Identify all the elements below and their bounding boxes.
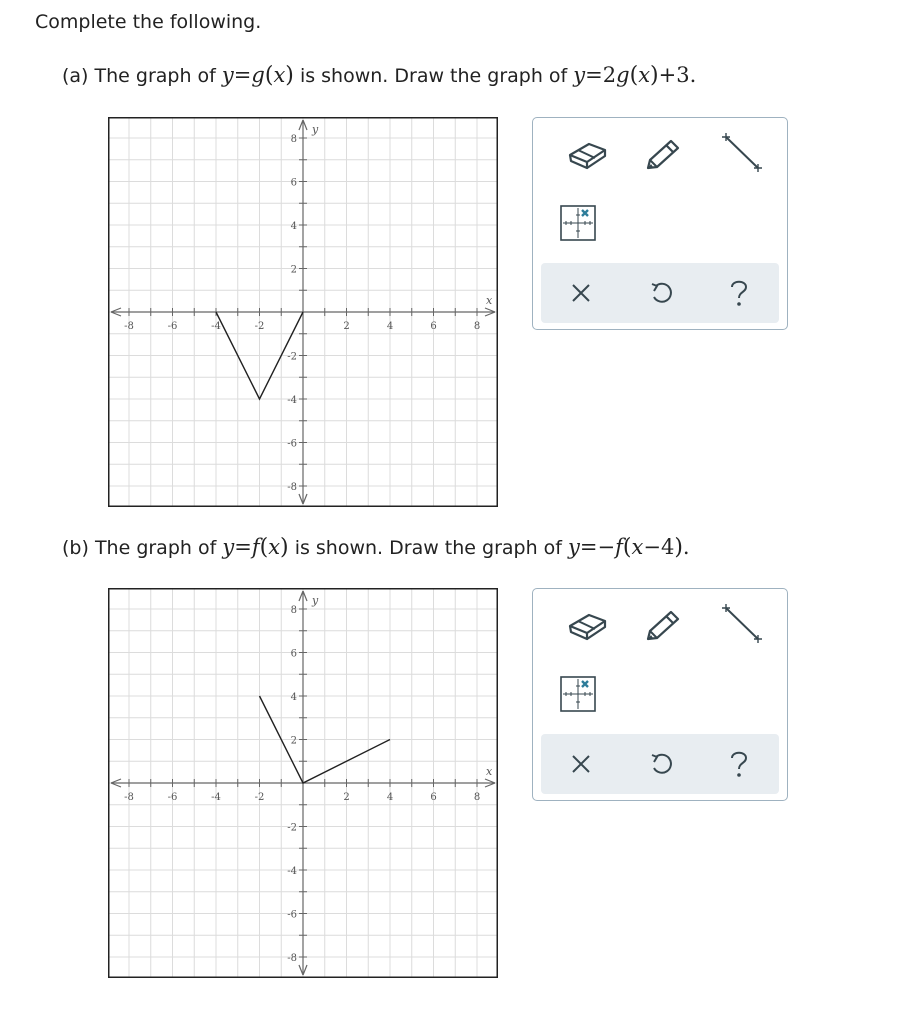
x-tick-label: 8 — [473, 321, 481, 332]
pencil-tool[interactable] — [639, 605, 685, 645]
close-icon — [569, 281, 593, 305]
question-a-label: (a) — [62, 65, 89, 87]
math-equals: = — [234, 535, 252, 559]
x-tick-label: 2 — [343, 321, 350, 332]
math-equals: =2 — [585, 63, 617, 87]
y-tick-label: 6 — [290, 648, 297, 660]
y-tick-label: -4 — [287, 866, 297, 877]
x-tick-label: 2 — [343, 792, 350, 803]
y-tick-label: 8 — [290, 605, 297, 616]
help-icon — [726, 749, 752, 779]
graph-mark-icon — [557, 201, 599, 243]
y-tick-label: -4 — [287, 395, 297, 406]
action-bar-a — [541, 263, 779, 323]
line-segment-tool[interactable] — [719, 132, 765, 172]
question-a-title — [62, 63, 696, 88]
math-function-name: f — [251, 535, 260, 559]
pencil-icon — [642, 136, 682, 172]
y-tick-label: -8 — [287, 482, 297, 493]
y-tick-label: -2 — [287, 351, 297, 363]
undo-icon — [648, 280, 674, 306]
math-function-name: g — [616, 63, 630, 87]
graph-mark-tool[interactable] — [555, 673, 601, 713]
close-icon — [569, 752, 593, 776]
x-tick-label: -2 — [254, 792, 265, 803]
math-y: y — [573, 63, 586, 87]
pencil-icon — [642, 607, 682, 643]
toolbox-a — [532, 117, 788, 330]
graph-b-canvas[interactable] — [108, 588, 498, 978]
x-tick-label: 6 — [430, 792, 437, 803]
x-tick-label: -2 — [254, 321, 265, 332]
question-b-text-1: The graph of — [94, 537, 217, 559]
math-paren: ( — [622, 535, 632, 560]
math-paren: ) — [285, 63, 294, 88]
instruction-text: Complete the following. — [35, 11, 262, 33]
help-button[interactable] — [717, 744, 761, 784]
clear-button[interactable] — [559, 273, 603, 313]
x-tick-label: -8 — [124, 792, 134, 803]
undo-icon — [648, 751, 674, 777]
graph-mark-tool[interactable] — [555, 202, 601, 242]
math-function-name: f — [615, 535, 623, 559]
math-tail: +3. — [658, 63, 697, 87]
help-icon — [726, 278, 752, 308]
math-equals: = — [233, 63, 252, 87]
help-button[interactable] — [717, 273, 761, 313]
x-tick-label: 8 — [473, 792, 481, 803]
eraser-icon — [567, 608, 609, 642]
math-offset: −4 — [643, 535, 675, 559]
math-paren: ) — [280, 535, 289, 560]
y-tick-label: -6 — [287, 909, 297, 921]
question-b-title — [62, 535, 690, 560]
math-function-name: g — [251, 63, 265, 87]
y-tick-label: 6 — [290, 177, 297, 189]
line-segment-icon — [719, 602, 765, 644]
eraser-tool[interactable] — [565, 134, 611, 174]
y-tick-label: -2 — [287, 822, 297, 834]
math-paren: ) — [674, 535, 683, 560]
x-tick-label: 6 — [430, 321, 437, 332]
math-y: y — [221, 63, 234, 87]
math-x: x — [268, 535, 281, 559]
x-tick-label: -4 — [211, 792, 221, 803]
question-b-text-2: is shown. Draw the graph of — [294, 537, 562, 559]
clear-button[interactable] — [559, 744, 603, 784]
y-axis-label: y — [312, 594, 319, 607]
y-tick-label: 8 — [290, 134, 297, 145]
math-paren: ( — [264, 63, 274, 88]
question-a-text-2: is shown. Draw the graph of — [299, 65, 568, 87]
math-equals: =− — [579, 535, 616, 559]
y-tick-label: 4 — [290, 692, 297, 703]
math-paren: ( — [629, 63, 639, 88]
y-tick-label: 4 — [290, 221, 297, 232]
math-x: x — [273, 63, 286, 87]
line-segment-icon — [719, 131, 765, 173]
pencil-tool[interactable] — [639, 134, 685, 174]
action-bar-b — [541, 734, 779, 794]
math-x: x — [638, 63, 651, 87]
math-x: x — [631, 535, 644, 559]
graph-b[interactable] — [108, 588, 498, 978]
x-tick-label: -4 — [211, 321, 221, 332]
y-tick-label: 2 — [290, 264, 297, 276]
math-tail: . — [682, 535, 690, 559]
x-tick-label: -8 — [124, 321, 134, 332]
eraser-icon — [567, 137, 609, 171]
math-y: y — [222, 535, 235, 559]
y-tick-label: 2 — [290, 735, 297, 747]
graph-a[interactable] — [108, 117, 498, 507]
eraser-tool[interactable] — [565, 605, 611, 645]
graph-a-canvas[interactable] — [108, 117, 498, 507]
graph-mark-icon — [557, 672, 599, 714]
math-paren: ) — [650, 63, 659, 88]
question-b-label: (b) — [62, 537, 89, 559]
math-paren: ( — [259, 535, 269, 560]
x-axis-label: x — [486, 765, 493, 778]
x-axis-label: x — [486, 294, 493, 307]
toolbox-b — [532, 588, 788, 801]
x-tick-label: -6 — [167, 792, 178, 803]
y-axis-label: y — [312, 123, 319, 136]
x-tick-label: 4 — [386, 792, 394, 803]
y-tick-label: -6 — [287, 438, 297, 450]
line-segment-tool[interactable] — [719, 603, 765, 643]
x-tick-label: 4 — [386, 321, 394, 332]
y-tick-label: -8 — [287, 953, 297, 964]
undo-button[interactable] — [639, 744, 683, 784]
undo-button[interactable] — [639, 273, 683, 313]
question-a-text-1: The graph of — [94, 65, 216, 87]
x-tick-label: -6 — [167, 321, 178, 332]
math-y: y — [568, 535, 580, 559]
